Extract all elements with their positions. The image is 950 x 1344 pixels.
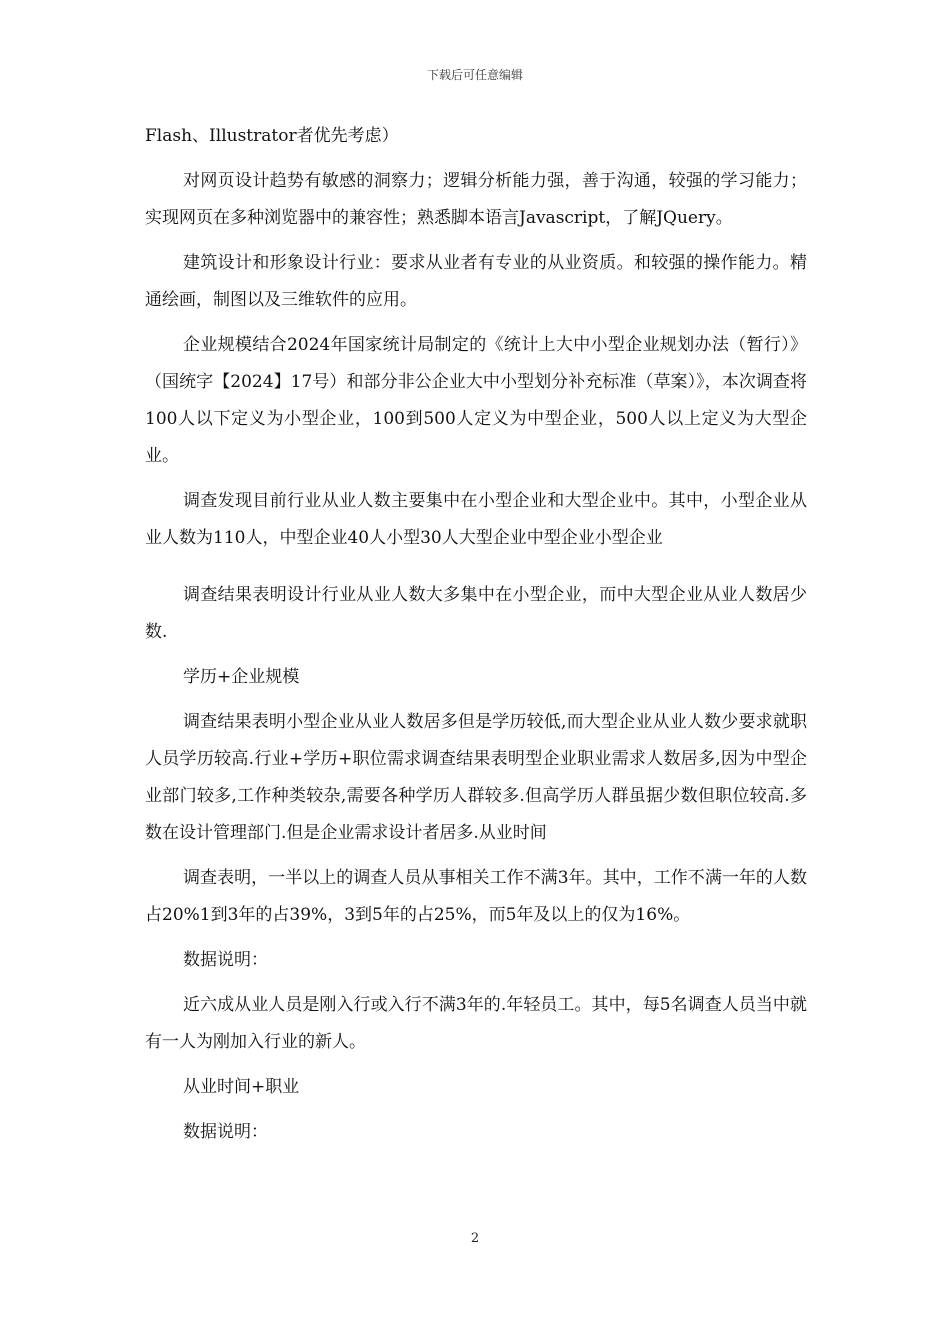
- section-heading-working-time-occupation: 从业时间+职业: [183, 1077, 300, 1097]
- section-heading-education-scale: 学历+企业规模: [183, 667, 300, 687]
- paragraph-web-design-skills: 对网页设计趋势有敏感的洞察力；逻辑分析能力强，善于沟通，较强的学习能力；实现网页在多种浏览器中的兼容性；熟悉脚本语言Javascript，了解JQuery。: [145, 171, 807, 228]
- label-data-note-2: 数据说明：: [183, 1122, 268, 1142]
- paragraph-survey-conclusion: 调查结果表明设计行业从业人数大多集中在小型企业，而中大型企业从业人数居少数.: [145, 585, 807, 642]
- paragraph-working-years: 调查表明，一半以上的调查人员从事相关工作不满3年。其中，工作不满一年的人数占20%1到3年的占39%，3到5年的占25%，而5年及以上的仅为16%。: [145, 868, 807, 925]
- document-body: [145, 118, 807, 1159]
- paragraph-software-continuation: Flash、Illustrator者优先考虑）: [145, 126, 399, 146]
- paragraph-employment-distribution: 调查发现目前行业从业人数主要集中在小型企业和大型企业中。其中，小型企业从业人数为110人，中型企业40人小型30人大型企业中型企业小型企业: [145, 491, 807, 548]
- paragraph-education-analysis: 调查结果表明小型企业从业人数居多但是学历较低,而大型企业从业人数少要求就职人员学历较高.行业+学历+职位需求调查结果表明型企业职业需求人数居多,因为中型企业部门较多,工作种类较杂,需要各种学历人群较多.但高学历人群虽据少数但职位较高.多数在设计管理部门.但是企业需求设计者居多.从业时间: [145, 712, 807, 843]
- page-header: 下载后可任意编辑: [426, 68, 523, 82]
- label-data-note-1: 数据说明：: [183, 950, 268, 970]
- paragraph-new-employees: 近六成从业人员是刚入行或入行不满3年的.年轻员工。其中，每5名调查人员当中就有一人为刚加入行业的新人。: [145, 995, 807, 1052]
- page-number: 2: [470, 1231, 480, 1246]
- paragraph-architecture-design: 建筑设计和形象设计行业：要求从业者有专业的从业资质。和较强的操作能力。精通绘画，制图以及三维软件的应用。: [145, 253, 807, 310]
- paragraph-enterprise-scale-definition: 企业规模结合2024年国家统计局制定的《统计上大中小型企业规划办法（暂行）》（国统字【2024】17号）和部分非公企业大中小型划分补充标准（草案）》，本次调查将100人以下定义为小型企业，100到500人定义为中型企业，500人以上定义为大型企业。: [145, 335, 807, 466]
